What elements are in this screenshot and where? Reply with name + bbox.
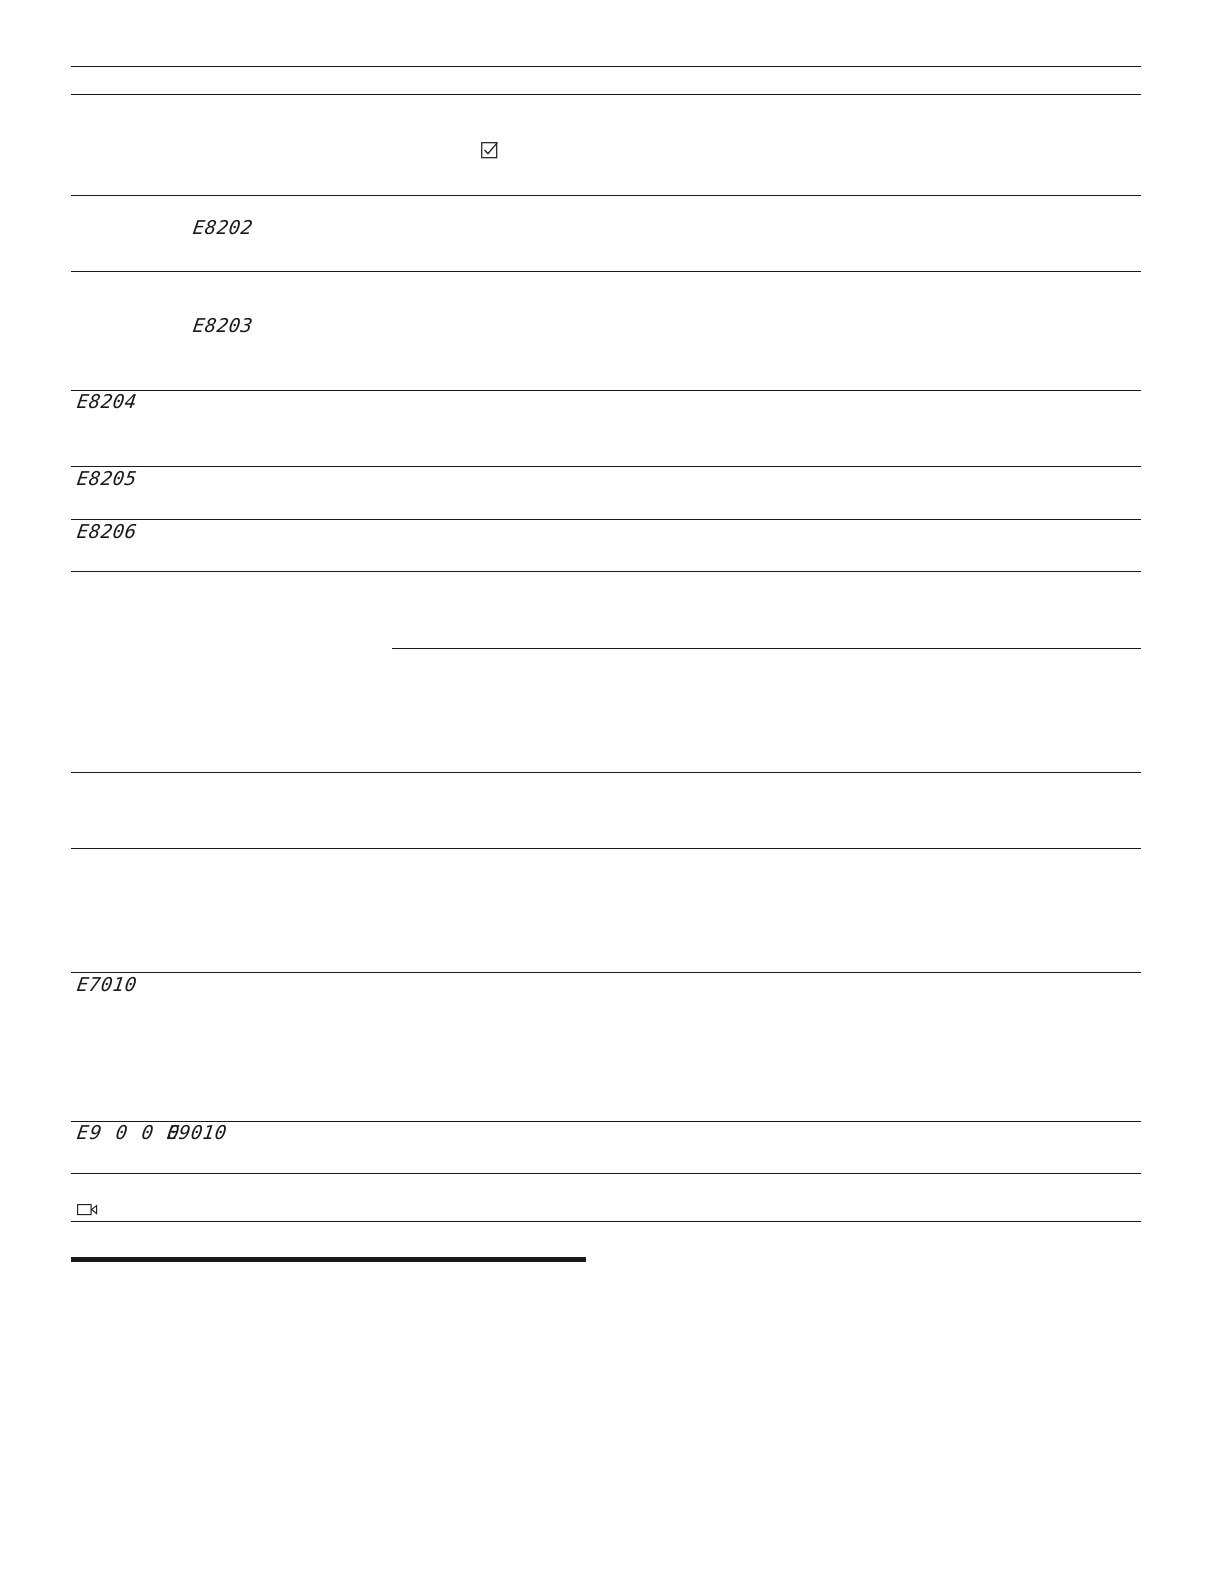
error-code-e9010: E9010 xyxy=(165,1122,229,1144)
error-code-e7010: E7010 xyxy=(75,974,139,996)
checkbox-checked-icon xyxy=(481,141,499,164)
row-divider xyxy=(71,519,1141,520)
error-code-e8206: E8206 xyxy=(75,521,139,543)
row-divider xyxy=(71,772,1141,773)
row-divider xyxy=(71,571,1141,572)
row-divider xyxy=(71,1173,1141,1174)
section-footer-bar xyxy=(71,1257,586,1262)
row-divider xyxy=(71,1121,1141,1122)
row-subdivider xyxy=(392,648,1141,649)
row-divider xyxy=(71,466,1141,467)
table-bottom-rule xyxy=(71,1221,1141,1222)
table-top-rule xyxy=(71,66,1141,67)
row-divider xyxy=(71,848,1141,849)
speaker-icon xyxy=(77,1202,99,1221)
error-code-e8202: E8202 xyxy=(191,217,255,239)
row-divider xyxy=(71,972,1141,973)
row-divider xyxy=(71,390,1141,391)
error-code-e9000: E9 0 0 0 xyxy=(75,1122,183,1144)
table-header-rule xyxy=(71,94,1141,95)
error-code-e8205: E8205 xyxy=(75,468,139,490)
error-code-e8203: E8203 xyxy=(191,315,255,337)
row-divider xyxy=(71,271,1141,272)
error-code-e8204: E8204 xyxy=(75,391,139,413)
row-divider xyxy=(71,195,1141,196)
